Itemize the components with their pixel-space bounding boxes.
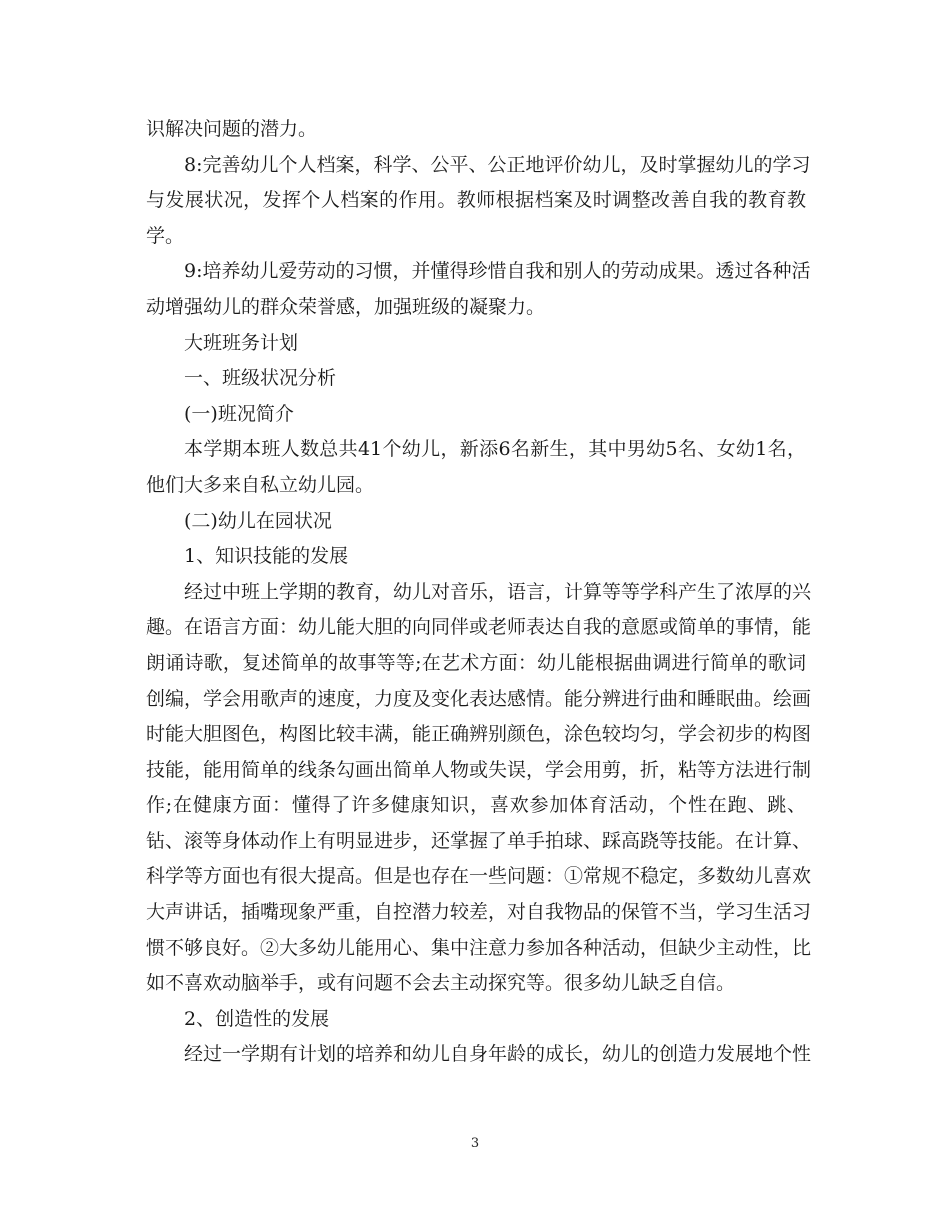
text-line: 经过中班上学期的教育，幼儿对音乐，语言，计算等等学科产生了浓厚的兴	[184, 580, 812, 603]
text-line: 惯不够良好。②大多幼儿能用心、集中注意力参加各种活动，但缺少主动性，比	[146, 936, 812, 959]
text-line: 与发展状况，发挥个人档案的作用。教师根据档案及时调整改善自我的教育教	[146, 189, 806, 212]
text-line: 学。	[146, 224, 185, 247]
text-line: 大声讲话，插嘴现象严重，自控潜力较差，对自我物品的保管不当，学习生活习	[146, 901, 812, 924]
text-line: 趣。在语言方面：幼儿能大胆的向同伴或老师表达自我的意愿或简单的事情，能	[146, 616, 812, 639]
text-line: 9:培养幼儿爱劳动的习惯，并懂得珍惜自我和别人的劳动成果。透过各种活	[184, 260, 811, 283]
document-body	[146, 112, 812, 1073]
text-line: 识解决问题的潜力。	[146, 118, 318, 140]
text-line: 创编，学会用歌声的速度，力度及变化表达感情。能分辨进行曲和睡眠曲。绘画	[146, 687, 812, 710]
text-line: 他们大多来自私立幼儿园。	[146, 473, 375, 496]
text-line: 1、知识技能的发展	[184, 545, 349, 568]
text-line: 一、班级状况分析	[184, 367, 337, 390]
text-line: 大班班务计划	[184, 331, 299, 354]
text-line: 时能大胆图色，构图比较丰满，能正确辨别颜色，涂色较均匀，学会初步的构图	[146, 723, 812, 746]
text-line: (二)幼儿在园状况	[184, 509, 332, 532]
text-line: (一)班况简介	[184, 402, 294, 425]
page-number: 3	[470, 1136, 480, 1151]
text-line: 动增强幼儿的群众荣誉感，加强班级的凝聚力。	[146, 295, 546, 318]
text-line: 作;在健康方面：懂得了许多健康知识，喜欢参加体育活动，个性在跑、跳、	[146, 794, 806, 817]
text-line: 8:完善幼儿个人档案，科学、公平、公正地评价幼儿，及时掌握幼儿的学习	[184, 153, 811, 176]
text-line: 本学期本班人数总共41个幼儿，新添6名新生，其中男幼5名、女幼1名，	[184, 438, 806, 461]
text-line: 科学等方面也有很大提高。但是也存在一些问题：①常规不稳定，多数幼儿喜欢	[146, 865, 812, 888]
text-line: 如不喜欢动脑举手，或有问题不会去主动探究等。很多幼儿缺乏自信。	[146, 972, 736, 995]
text-line: 经过一学期有计划的培养和幼儿自身年龄的成长，幼儿的创造力发展地个性	[184, 1043, 812, 1066]
text-line: 技能，能用简单的线条勾画出简单人物或失误，学会用剪，折，粘等方法进行制	[146, 758, 812, 781]
text-line: 钻、滚等身体动作上有明显进步，还掌握了单手拍球、踩高跷等技能。在计算、	[146, 829, 812, 852]
text-line: 朗诵诗歌，复述简单的故事等等;在艺术方面：幼儿能根据曲调进行简单的歌词	[146, 651, 806, 674]
text-line: 2、创造性的发展	[184, 1007, 330, 1030]
